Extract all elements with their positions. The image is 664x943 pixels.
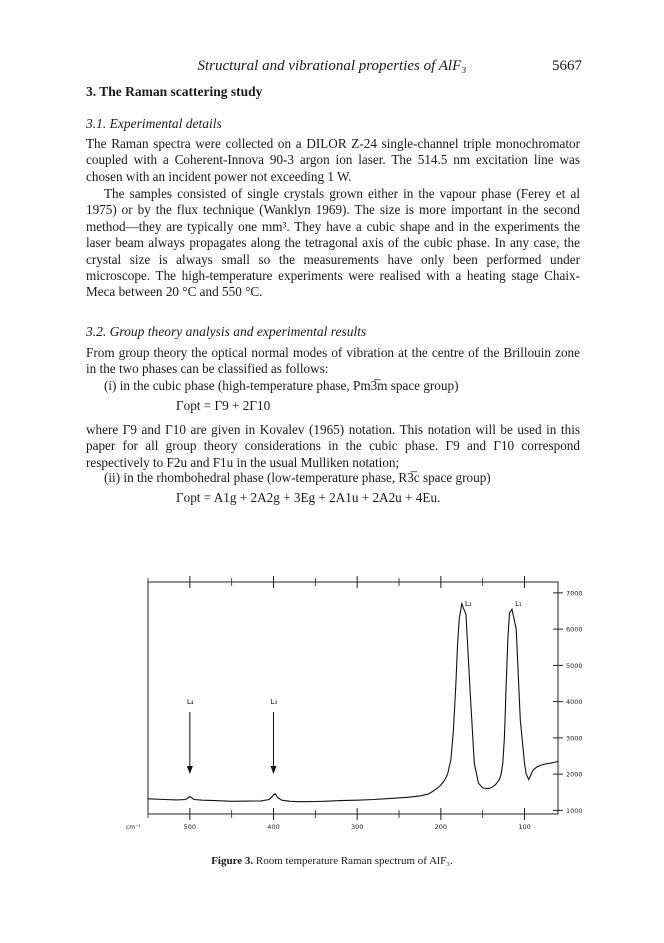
x-tick-label: 400 (267, 823, 280, 831)
y-tick-label: 6000 (566, 625, 583, 634)
y-tick-label: 4000 (566, 698, 583, 707)
peak-label: L₃ (270, 698, 278, 706)
plot-frame (148, 582, 558, 814)
spectrum-line (148, 604, 558, 802)
x-tick-label: 500 (183, 823, 197, 831)
paragraph-experimental-2: The samples consisted of single crystals grown either in the vapour phase (Ferey et al 1975) or by the flux technique (Wanklyn 1969). The size is more important in the second method—they are typically one mm³. They have a cubic shape and in the experiments the laser beam always propagates along the tetragonal axis of the cubic phase. In any case, the crystal size is always small so the measurements have only been performed under microscope. The high-temperature experiments were realised with a heating stage Chaix-Meca between 20 °C and 550 °C. (86, 186, 580, 300)
y-tick-label: 2000 (566, 770, 583, 779)
running-title: Structural and vibrational properties of AlF₃ (197, 58, 467, 74)
y-tick-label: 5000 (566, 661, 583, 670)
x-unit-label: cm⁻¹ (126, 824, 141, 831)
subsection-heading-group-theory: 3.2. Group theory analysis and experimental results (86, 324, 367, 339)
x-tick-label: 100 (518, 823, 531, 831)
figure-caption-label: Figure 3. (211, 855, 254, 867)
raman-spectrum-chart (120, 568, 590, 843)
y-tick-label: 3000 (566, 734, 583, 743)
subsection-heading-experimental: 3.1. Experimental details (86, 116, 222, 131)
peak-label: L₁ (515, 600, 522, 608)
y-tick-label: 1000 (566, 806, 583, 815)
peak-label: L₂ (464, 600, 472, 608)
paragraph-group-theory-2: where Γ9 and Γ10 are given in Kovalev (1965) notation. This notation will be used in this paper for all group theory considerations in the cubic phase. Γ9 and Γ10 correspond respectively to F2u and F1u in the usual Mulliken notation; (86, 422, 580, 470)
equation-cubic: Γopt = Γ9 + 2Γ10 (176, 398, 271, 413)
page-number: 5667 (552, 58, 582, 74)
section-heading: 3. The Raman scattering study (86, 84, 263, 99)
paragraph-experimental-1: The Raman spectra were collected on a DILOR Z-24 single-channel triple monochromator coupled with a Coherent-Innova 90-3 argon ion laser. The 514.5 nm excitation line was chosen with an incident power not exceeding 1 W. (86, 136, 580, 184)
list-item-cubic: (i) in the cubic phase (high-temperature phase, Pm3̅m space group) (104, 378, 459, 393)
y-tick-label: 7000 (566, 589, 583, 598)
peak-arrowhead (187, 766, 193, 774)
equation-rhombohedral: Γopt = A1g + 2A2g + 3Eg + 2A1u + 2A2u + 4Eu. (176, 490, 441, 505)
peak-label: L₄ (186, 698, 194, 706)
peak-arrowhead (271, 766, 277, 774)
paragraph-group-theory-1: From group theory the optical normal modes of vibration at the centre of the Brillouin zone in the two phases can be classified as follows: (86, 345, 580, 377)
x-tick-label: 300 (350, 823, 364, 831)
figure-caption-text: Room temperature Raman spectrum of AlF₃. (255, 855, 453, 867)
raman-figure (120, 568, 590, 848)
figure-caption (0, 855, 664, 867)
x-tick-label: 200 (434, 823, 448, 831)
list-item-rhombohedral: (ii) in the rhombohedral phase (low-temperature phase, R3̅c space group) (104, 470, 491, 485)
